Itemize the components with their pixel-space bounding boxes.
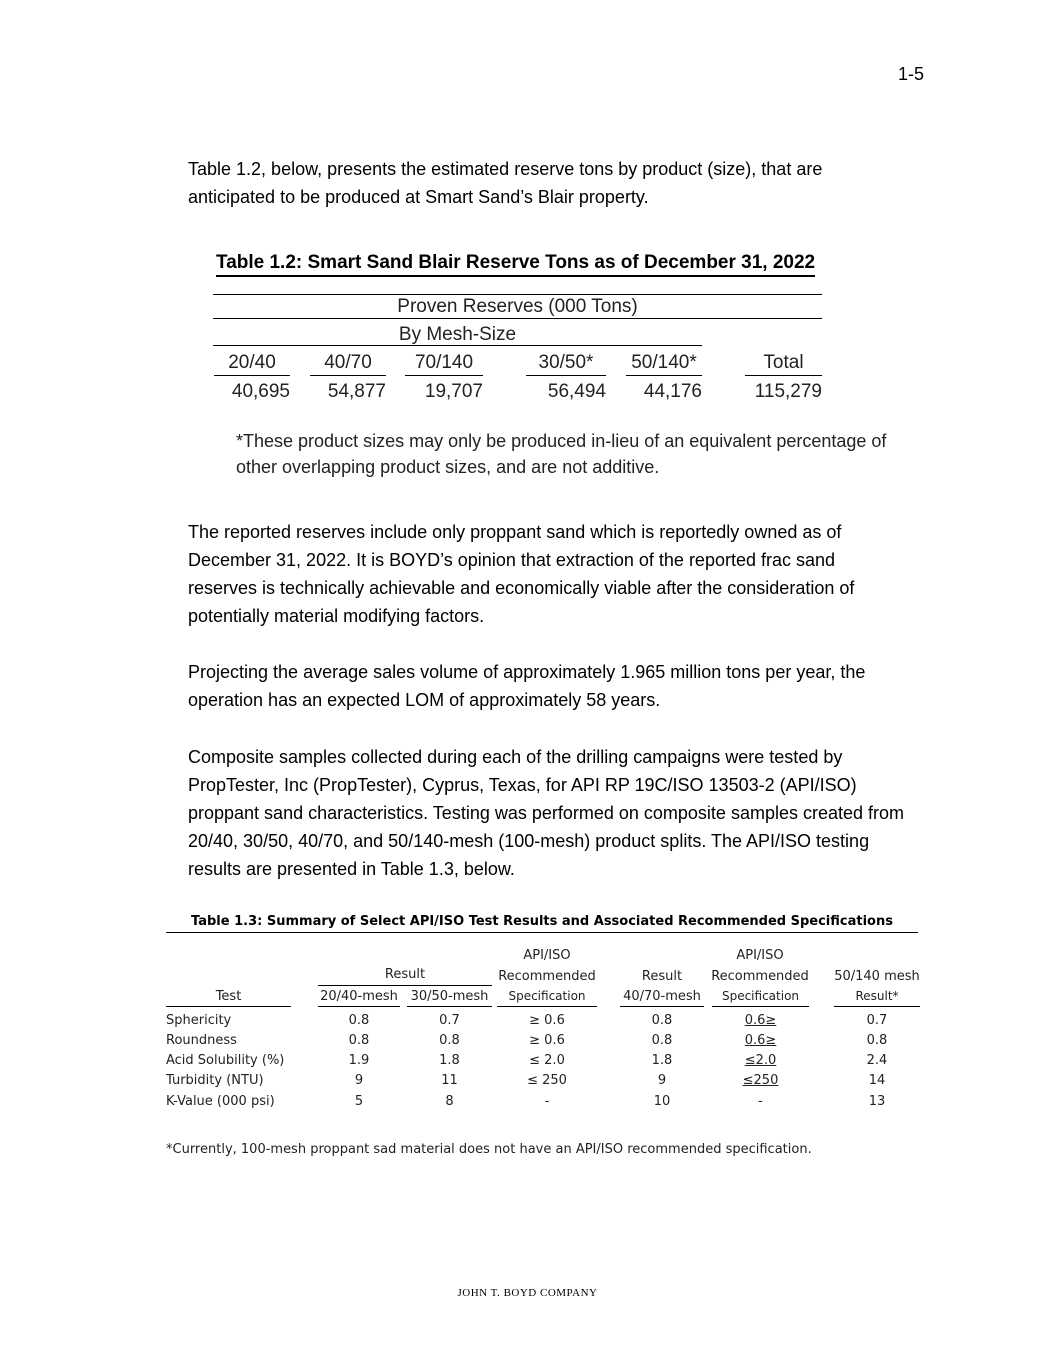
table-1-3-header: 50/140 mesh bbox=[834, 969, 920, 984]
table-1-3-cell: ≤ 250 bbox=[527, 1073, 567, 1088]
table-1-3-test-label: K-Value (000 psi) bbox=[166, 1094, 275, 1109]
table-1-3-cell: 1.8 bbox=[651, 1053, 673, 1068]
table-1-2-col-header: 70/140 bbox=[414, 352, 474, 373]
table-1-2-value: 44,176 bbox=[643, 381, 702, 402]
table-1-3-cell: 0.8 bbox=[651, 1033, 673, 1048]
table-1-3-cell: 9 bbox=[354, 1073, 364, 1088]
table-1-3-header: Specification bbox=[508, 989, 586, 1003]
table-1-2-header-main: Proven Reserves (000 Tons) bbox=[397, 296, 638, 317]
table-1-2-col-header: 30/50* bbox=[538, 352, 594, 373]
table-1-3-header: 30/50-mesh bbox=[410, 989, 489, 1004]
table-1-2-value: 19,707 bbox=[424, 381, 483, 402]
table-1-3-header: API/ISO bbox=[736, 948, 784, 963]
table-1-2-value: 40,695 bbox=[231, 381, 290, 402]
table-1-3-cell: 0.8 bbox=[348, 1013, 370, 1028]
table-1-3-cell: 0.8 bbox=[348, 1033, 370, 1048]
table-1-2-value: 54,877 bbox=[327, 381, 386, 402]
table-1-2-col-header: 20/40 bbox=[228, 352, 276, 373]
table-1-3-cell: 1.8 bbox=[439, 1053, 460, 1068]
table-1-3-header: 40/70-mesh bbox=[623, 989, 701, 1004]
table-1-3-col-rule bbox=[166, 1006, 291, 1007]
table-1-3-cell: 13 bbox=[868, 1094, 886, 1109]
table-1-3-header: Result bbox=[384, 967, 426, 982]
projection-text: Projecting the average sales volume of approximately 1.965 million tons per year, the operation has an expected LOM of approximately 58 years. bbox=[188, 662, 866, 710]
reserves-text: The reported reserves include only proppant sand which is reportedly owned as of December 31, 2022. It is BOYD’s opinion that extraction of the reported frac sand reserves is technically achievable and economically viable after the consideration of potentially material modifying factors. bbox=[188, 522, 855, 626]
table-1-3-header: Specification bbox=[721, 989, 800, 1003]
table-1-3-header: 20/40-mesh bbox=[320, 989, 398, 1004]
table-1-3-cell: - bbox=[544, 1094, 550, 1109]
table-1-3-header: Recommended bbox=[711, 969, 809, 984]
table-1-3-cell: ≤2.0 bbox=[744, 1053, 777, 1068]
table-1-3-col-rule bbox=[497, 1006, 597, 1007]
table-1-3-col-rule bbox=[712, 1006, 809, 1007]
table-1-3-cell: 0.7 bbox=[439, 1013, 460, 1028]
table-1-3-cell: - bbox=[758, 1094, 763, 1109]
table-1-3-cell: 0.8 bbox=[651, 1013, 673, 1028]
table-1-3-cell: ≥ 0.6 bbox=[529, 1013, 565, 1028]
table-1-3-test-label: Turbidity (NTU) bbox=[166, 1073, 264, 1088]
table-1-2-header-sub: By Mesh-Size bbox=[398, 324, 517, 345]
table-1-3-cell: 1.9 bbox=[348, 1053, 370, 1068]
table-1-2-value: 115,279 bbox=[754, 381, 822, 402]
table-1-3-col-rule bbox=[407, 1006, 492, 1007]
table-1-3-cell: 0.8 bbox=[866, 1033, 888, 1048]
table-1-3-cell: 8 bbox=[445, 1094, 454, 1109]
table-1-3-header: Result bbox=[641, 969, 683, 984]
table-1-3-header: Test bbox=[215, 989, 242, 1004]
table-1-3-cell: 11 bbox=[441, 1073, 458, 1088]
table-1-3-col-rule bbox=[318, 1006, 400, 1007]
table-1-3-header: API/ISO bbox=[523, 948, 571, 963]
table-1-3-cell: 14 bbox=[868, 1073, 886, 1088]
table-1-3-cell: 10 bbox=[653, 1094, 671, 1109]
table-1-3-footnote: *Currently, 100-mesh proppant sad material does not have an API/ISO recommended specification. bbox=[166, 1142, 812, 1157]
table-1-3-cell: 0.6≥ bbox=[744, 1013, 777, 1028]
table-1-2-col-header: Total bbox=[763, 352, 804, 373]
table-1-2-footnote: *These product sizes may only be produced in-lieu of an equivalent percentage of other overlapping product sizes, and are not additive. bbox=[236, 431, 887, 477]
table-1-3-cell: 9 bbox=[657, 1073, 667, 1088]
table-1-3-cell: ≥ 0.6 bbox=[529, 1033, 565, 1048]
table-1-3-test-label: Sphericity bbox=[166, 1013, 232, 1028]
table-1-3-cell: 0.6≥ bbox=[744, 1033, 777, 1048]
page-footer: JOHN T. BOYD COMPANY bbox=[457, 1287, 598, 1299]
table-1-3-cell: 0.8 bbox=[439, 1033, 460, 1048]
table-1-3-cell: 2.4 bbox=[866, 1053, 888, 1068]
table-1-3-col-rule bbox=[834, 1006, 920, 1007]
table-1-3-header: Recommended bbox=[498, 969, 596, 984]
intro-text: Table 1.2, below, presents the estimated reserve tons by product (size), that are anticipated to be produced at Smart Sand’s Blair property. bbox=[188, 159, 823, 207]
table-1-3-col-rule bbox=[620, 1006, 704, 1007]
table-1-2-value: 56,494 bbox=[547, 381, 606, 402]
page-number: 1-5 bbox=[898, 64, 925, 84]
table-1-3-top-rule bbox=[166, 932, 918, 933]
table-1-3-cell: 5 bbox=[354, 1094, 364, 1109]
table-1-3-group-rule bbox=[318, 985, 492, 986]
table-1-2-title: Table 1.2: Smart Sand Blair Reserve Tons as of December 31, 2022 bbox=[216, 252, 815, 277]
composite-text: Composite samples collected during each of the drilling campaigns were tested by PropTester, Inc (PropTester), Cyprus, Texas, for API RP 19C/ISO 13503-2 (API/ISO) proppant sand characteristics. Testing was performed on composite samples created from 20/40, 30/50, 40/70, and 50/140-mesh (100-mesh) product splits. The API/ISO testing results are presented in Table 1.3, below. bbox=[188, 747, 905, 879]
table-1-2-col-header: 40/70 bbox=[324, 352, 372, 373]
table-1-3-cell: ≤ 2.0 bbox=[529, 1053, 565, 1068]
table-1-3-title: Table 1.3: Summary of Select API/ISO Test Results and Associated Recommended Specifications bbox=[191, 914, 893, 929]
table-1-3-cell: ≤250 bbox=[742, 1073, 779, 1088]
table-1-2-col-header: 50/140* bbox=[631, 352, 697, 373]
table-1-3-test-label: Roundness bbox=[166, 1033, 237, 1048]
table-1-3-cell: 0.7 bbox=[866, 1013, 888, 1028]
table-1-3-test-label: Acid Solubility (%) bbox=[166, 1053, 285, 1068]
table-1-3-header: Result* bbox=[855, 989, 899, 1003]
